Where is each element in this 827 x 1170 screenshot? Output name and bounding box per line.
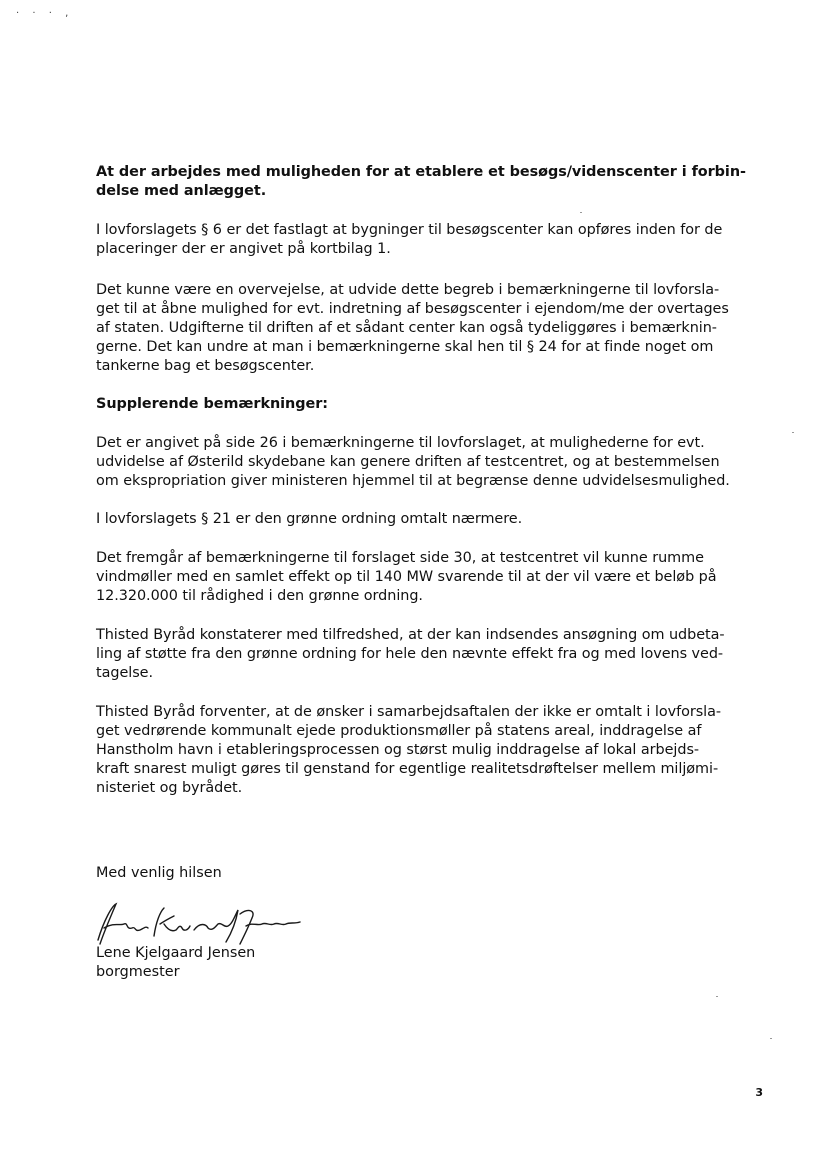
letter-body xyxy=(96,163,756,798)
paragraph-council-satisfaction: Thisted Byråd konstaterer med tilfredshed, at der kan indsendes ansøgning om udbeta- ling af støtte fra den grønne ordning for hele den nævnte effekt fra og med lovens ved- tagelse. xyxy=(96,627,725,681)
scan-speck xyxy=(770,1038,772,1039)
section-heading-visitor-center: At der arbejdes med muligheden for at etablere et besøgs/videnscenter i forbin- delse med anlægget. xyxy=(96,164,746,199)
scan-speck xyxy=(792,432,794,433)
signer-block xyxy=(96,944,255,982)
signer-name: Lene Kjelgaard Jensen xyxy=(96,945,256,961)
paragraph-green-scheme: I lovforslagets § 21 er den grønne ordning omtalt nærmere. xyxy=(96,511,523,527)
paragraph-building-placement: I lovforslagets § 6 er det fastlagt at bygninger til besøgscenter kan opføres inden for de placeringer der er angivet på kortbilag 1. xyxy=(96,222,723,257)
signer-title: borgmester xyxy=(96,964,180,980)
paragraph-visitor-center-proposal: Det kunne være en overvejelse, at udvide dette begreb i bemærkningerne til lovforsla- get til at åbne mulighed for evt. indretning af besøgscenter i ejendom/me der overtages af staten. Udgifterne til driften af et sådant center kan også tydeliggøres i bemærknin- gerne. Det kan undre at man i bemærkningerne skal hen til § 24 for at finde noget om tankerne bag et besøgscenter. xyxy=(96,282,729,374)
paragraph-council-expectations: Thisted Byråd forventer, at de ønsker i samarbejdsaftalen der ikke er omtalt i lovforsla- get vedrørende kommunalt ejede produktionsmøller på statens areal, inddragelse af Hanstholm havn i etableringsprocessen og størst mulig inddragelse af lokal arbejds- kraft snarest muligt gøres til genstand for egentlige realitetsdrøftelser mellem miljømi- nisteriet og byrådet. xyxy=(96,704,722,796)
handwritten-signature xyxy=(90,900,310,950)
section-heading-supplementary: Supplerende bemærkninger: xyxy=(96,396,328,412)
paragraph-shooting-range: Det er angivet på side 26 i bemærkningerne til lovforslaget, at mulighederne for evt. udvidelse af Østerild skydebane kan genere driften af testcentret, og at bestemmelsen om ekspropriation giver ministeren hjemmel til at begrænse denne udvidelsesmulighed. xyxy=(96,435,730,489)
closing-greeting: Med venlig hilsen xyxy=(96,865,222,881)
scan-artifact-dots: · · · , xyxy=(16,8,74,19)
scan-speck xyxy=(716,996,718,997)
scan-speck xyxy=(580,212,582,213)
paragraph-wind-turbine-capacity: Det fremgår af bemærkningerne til forslaget side 30, at testcentret vil kunne rumme vindmøller med en samlet effekt op til 140 MW svarende til at der vil være et beløb på 12.320.000 til rådighed i den grønne ordning. xyxy=(96,550,717,604)
page-number: 3 xyxy=(755,1086,763,1099)
